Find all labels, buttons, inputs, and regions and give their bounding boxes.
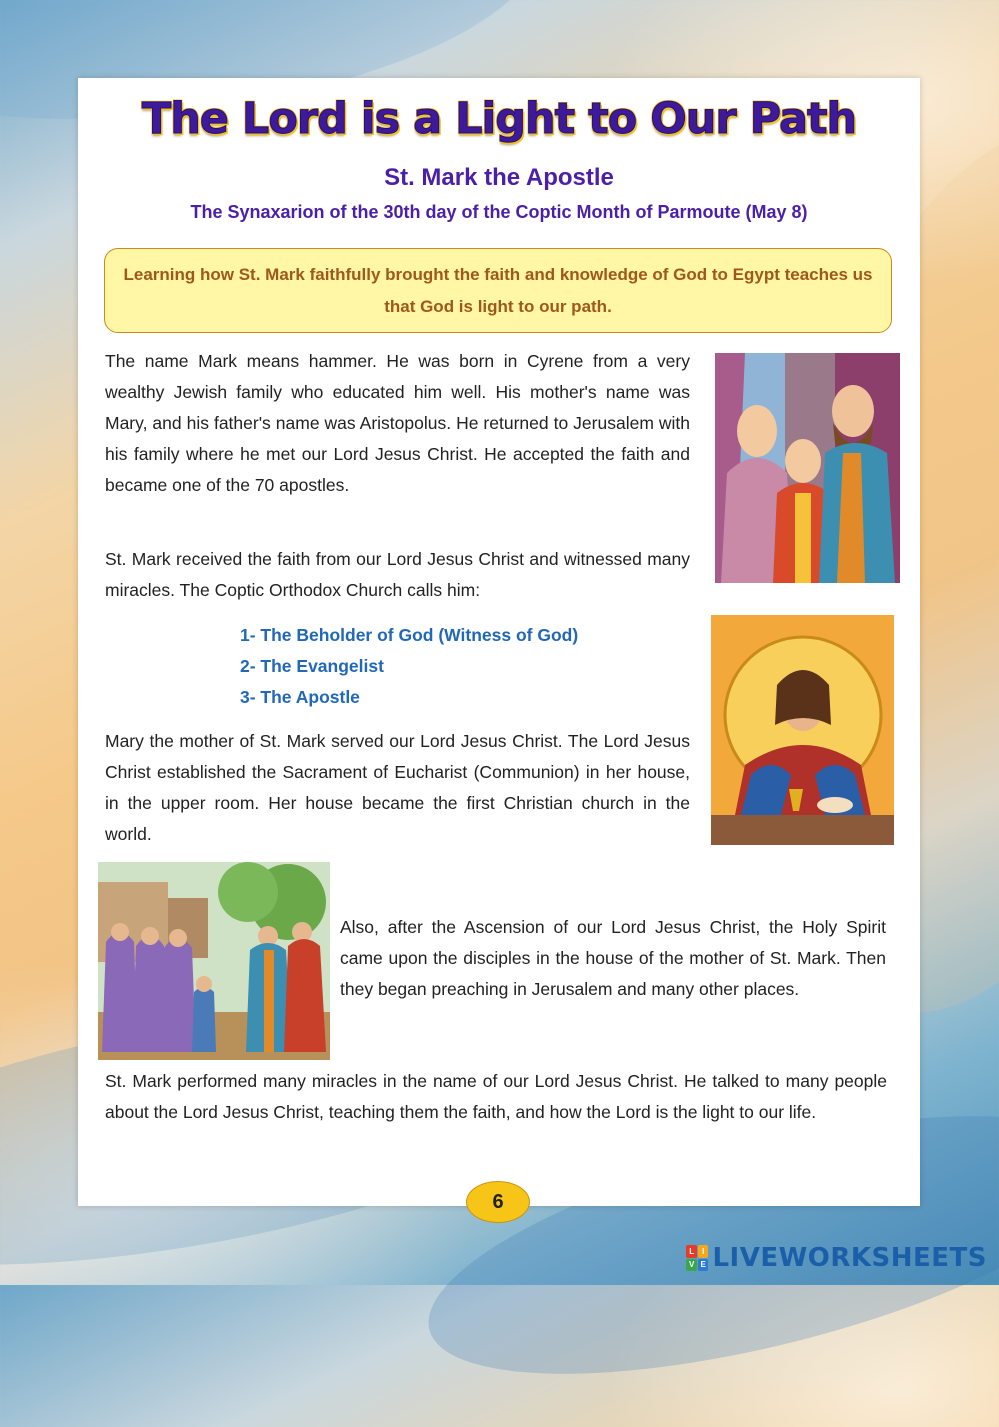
callout-text: Learning how St. Mark faithfully brought the faith and knowledge of God to Egypt teaches us that God is light to our path. <box>123 264 873 316</box>
paragraph-mother-mary: Mary the mother of St. Mark served our Lord Jesus Christ. The Lord Jesus Christ established the Sacrament of Eucharist (Communion) in her house, in the upper room. Her house became the first Christian church in the world. <box>105 731 690 844</box>
paragraph-name-meaning: The name Mark means hammer. He was born in Cyrene from a very wealthy Jewish family who educated him well. His mother's name was Mary, and his father's name was Aristopolus. He returned to Jerusalem with his family where he met our Lord Jesus Christ. He accepted the faith and became one of the 70 apostles. <box>105 351 690 495</box>
page-number-text: 6 <box>492 1190 504 1213</box>
paragraph-miracles: St. Mark performed many miracles in the name of our Lord Jesus Christ. He talked to many people about the Lord Jesus Christ, teaching them the faith, and how the Lord is the light to our life. <box>105 1071 887 1122</box>
page-number <box>466 1181 530 1223</box>
page-subtitle: St. Mark the Apostle <box>384 164 614 191</box>
liveworksheets-brand[interactable] <box>686 1243 987 1273</box>
brand-name: LIVEWORKSHEETS <box>712 1243 987 1273</box>
list-item: 2- The Evangelist <box>240 656 384 676</box>
page-title: The Lord is a Light to Our Path <box>141 94 857 144</box>
liveworksheets-logo-icon: L I V E <box>686 1245 708 1271</box>
holy-family-illustration <box>715 353 900 583</box>
titles-list <box>240 620 578 713</box>
list-item: 3- The Apostle <box>240 687 360 707</box>
paragraph-received-faith: St. Mark received the faith from our Lord Jesus Christ and witnessed many miracles. The Coptic Orthodox Church calls him: <box>105 549 690 600</box>
synaxarion-line: The Synaxarion of the 30th day of the Coptic Month of Parmoute (May 8) <box>190 202 808 222</box>
disciples-illustration <box>98 862 330 1060</box>
jesus-eucharist-illustration <box>711 615 894 845</box>
paragraph-ascension: Also, after the Ascension of our Lord Jesus Christ, the Holy Spirit came upon the disciples in the house of the mother of St. Mark. Then they began preaching in Jerusalem and many other places. <box>340 917 886 999</box>
learning-callout <box>104 248 892 333</box>
worksheet-page <box>78 78 920 1213</box>
list-item: 1- The Beholder of God (Witness of God) <box>240 625 579 645</box>
